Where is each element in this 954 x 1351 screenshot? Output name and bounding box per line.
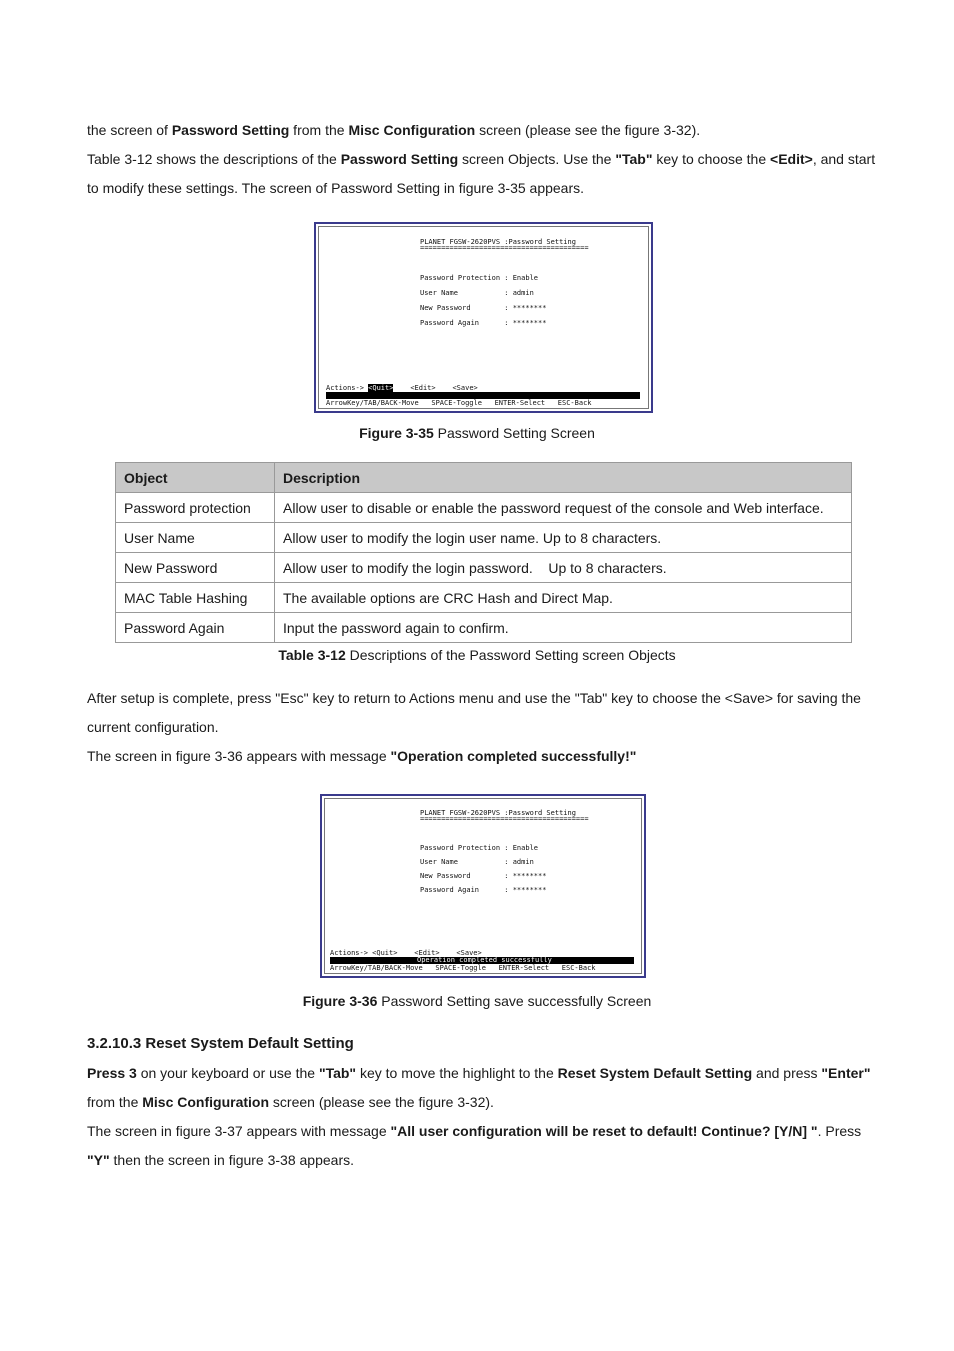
terminal-help-line: ArrowKey/TAB/BACK-Move SPACE-Toggle ENTER-Select ESC-Back [330, 964, 596, 972]
section-heading: 3.2.10.3 Reset System Default Setting [87, 1035, 354, 1052]
table-row: MAC Table Hashing The available options are CRC Hash and Direct Map. [116, 583, 852, 613]
terminal-help-line: ArrowKey/TAB/BACK-Move SPACE-Toggle ENTER-Select ESC-Back [326, 399, 592, 407]
terminal-row-password-protection: Password Protection : Enable [420, 274, 539, 282]
table-3-12-caption: Table 3-12 Descriptions of the Password Setting screen Objects [278, 647, 676, 663]
figure-3-35-screenshot [314, 222, 653, 413]
terminal-row-new-password: New Password : ******** [420, 872, 547, 880]
column-header-description: Description [275, 463, 852, 493]
figure-3-36-caption: Figure 3-36 Password Setting save successfully Screen [302, 993, 652, 1009]
edit-action: <Edit> [410, 384, 436, 392]
intro-paragraph-2: Table 3-12 shows the descriptions of the Password Setting screen Objects. Use the "Tab" key to choose the <Edit>, and start to modify these settings. The screen of Password Setting in figure 3-35 appears. [87, 151, 876, 196]
table-row: User Name Allow user to modify the login user name. Up to 8 characters. [116, 523, 852, 553]
terminal-status-bar [326, 392, 640, 399]
password-setting-objects-table [115, 462, 852, 643]
terminal-row-password-again: Password Again : ******** [420, 319, 547, 327]
figure-3-36-screenshot [320, 794, 646, 978]
table-row: Password Again Input the password again to confirm. [116, 613, 852, 643]
terminal-title-underline: ======================================== [420, 244, 589, 252]
terminal-title: PLANET FGSW-2620PVS :Password Setting [420, 238, 576, 246]
operation-message-paragraph: The screen in figure 3-36 appears with message "Operation completed successfully!" [87, 748, 637, 764]
table-row: New Password Allow user to modify the login password. Up to 8 characters. [116, 553, 852, 583]
terminal-row-user-name: User Name : admin [420, 858, 534, 866]
table-header-row [116, 463, 852, 493]
quit-action: <Quit> [368, 384, 394, 392]
section-paragraph-1: Press 3 on your keyboard or use the "Tab" key to move the highlight to the Reset System Default Setting and press "Enter" from the Misc Configuration screen (please see the figure 3-32). [87, 1065, 871, 1110]
terminal-row-password-protection: Password Protection : Enable [420, 844, 539, 852]
terminal-row-user-name: User Name : admin [420, 289, 534, 297]
intro-paragraph-1: the screen of Password Setting from the Misc Configuration screen (please see the figure 3-32). [87, 122, 701, 138]
terminal-actions-line: Actions-> <Quit> <Edit> <Save> [330, 949, 482, 957]
terminal-row-password-again: Password Again : ******** [420, 886, 547, 894]
terminal-row-new-password: New Password : ******** [420, 304, 547, 312]
terminal-title-underline: ======================================== [420, 815, 589, 823]
terminal-actions-line: Actions-> <Quit> <Edit> <Save> [326, 384, 478, 392]
table-row: Password protection Allow user to disable or enable the password request of the console and Web interface. [116, 493, 852, 523]
column-header-object: Object [116, 463, 275, 493]
save-action: <Save> [452, 384, 478, 392]
section-paragraph-2: The screen in figure 3-37 appears with message "All user configuration will be reset to default! Continue? [Y/N] ". Press "Y" then the screen in figure 3-38 appears. [87, 1123, 862, 1168]
figure-3-35-caption: Figure 3-35 Password Setting Screen [359, 425, 595, 441]
after-setup-paragraph: After setup is complete, press "Esc" key to return to Actions menu and use the "Tab" key to choose the <Save> for saving the current configuration. [87, 690, 861, 735]
terminal-title: PLANET FGSW-2620PVS :Password Setting [420, 809, 576, 817]
operation-completed-message: Operation completed successfully [417, 956, 552, 964]
